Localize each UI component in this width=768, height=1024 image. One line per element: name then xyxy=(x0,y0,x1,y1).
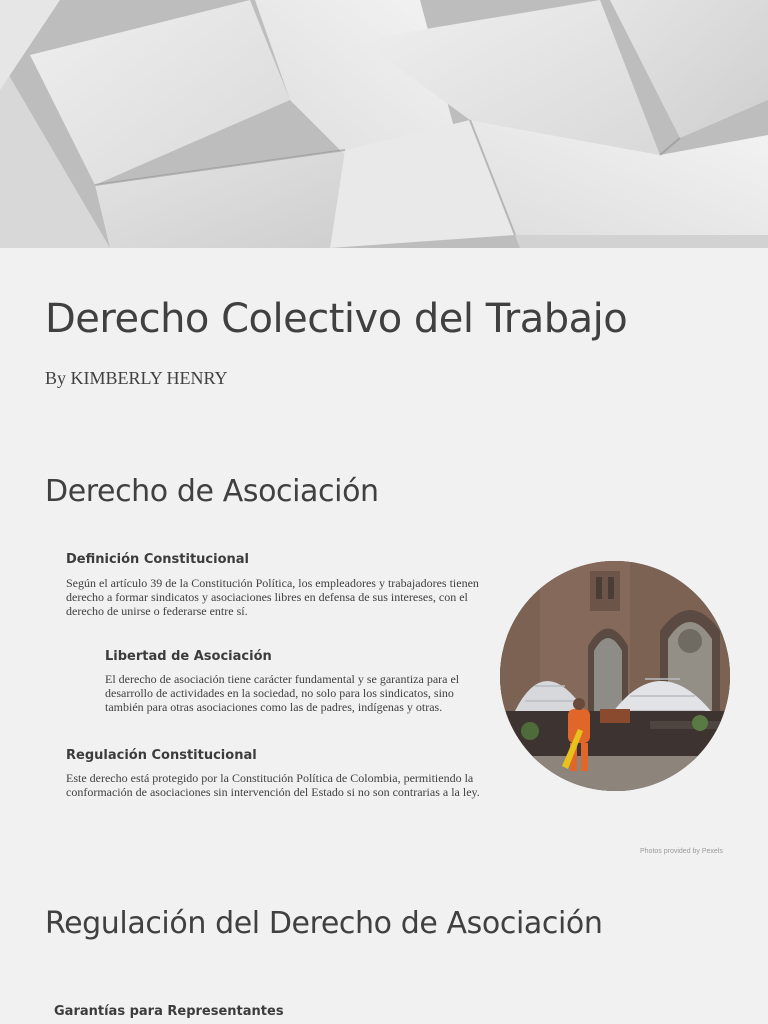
paragraph-libertad-asociacion: El derecho de asociación tiene carácter fundamental y se garantiza para el desarrollo de actividades en la sociedad, no solo para los sindicatos, sino también para otras asociaciones como las de padres, indígenas y otras. xyxy=(105,672,460,714)
paragraph-definicion-constitucional: Según el artículo 39 de la Constitución Política, los empleadores y trabajadores tienen derecho a formar sindicatos y asociaciones libres en defensa de sus intereses, con el derecho de unirse o federarse entre sí. xyxy=(66,576,479,618)
section-heading-derecho-asociacion: Derecho de Asociación xyxy=(45,474,379,509)
subheading-regulacion-constitucional: Regulación Constitucional xyxy=(66,748,257,763)
section-heading-regulacion-derecho-asociacion: Regulación del Derecho de Asociación xyxy=(45,906,603,941)
paragraph-regulacion-constitucional: Este derecho está protegido por la Constitución Política de Colombia, permitiendo la conformación de asociaciones sin intervención del Estado si no son contrarias a la ley. xyxy=(66,771,480,799)
circular-photo xyxy=(500,561,730,791)
author-byline: By KIMBERLY HENRY xyxy=(45,368,228,388)
hero-banner-image xyxy=(0,0,768,248)
subheading-definicion-constitucional: Definición Constitucional xyxy=(66,552,250,567)
document-title: Derecho Colectivo del Trabajo xyxy=(45,296,628,342)
subheading-libertad-asociacion: Libertad de Asociación xyxy=(105,649,272,664)
subheading-garantias-representantes: Garantías para Representantes xyxy=(54,1004,284,1019)
photo-credit: Photos provided by Pexels xyxy=(640,848,723,855)
